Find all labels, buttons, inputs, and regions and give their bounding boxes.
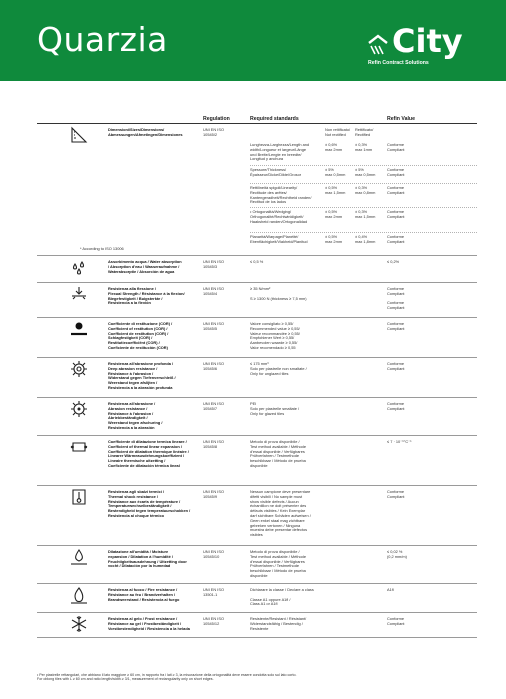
dimension-desc: Rectitude des arêtes/: [250, 189, 287, 195]
property-required: Valore consigliato ≥ 0,55/: [250, 321, 294, 326]
property-regulation: 13501-1: [203, 591, 218, 597]
property-regulation: UNI EN ISO: [203, 286, 224, 291]
property-regulation: UNI EN ISO: [203, 587, 224, 592]
row-divider-dotted: [250, 183, 477, 184]
property-label: Coefficiente di dilatazione termica lineare /: [108, 439, 187, 444]
property-refin: Conforme: [387, 300, 405, 306]
property-required: Resistente: [250, 625, 269, 631]
row-divider: [37, 255, 477, 256]
property-required: Solo per piastrelle non smaltate /: [250, 365, 307, 371]
property-regulation: 10545/9: [203, 493, 218, 499]
property-label: Coefficient de restitution (COR) /: [108, 330, 169, 336]
city-logo-mark-icon: [367, 34, 389, 56]
property-refin: Conforme: [387, 401, 405, 406]
property-refin: Conforme: [387, 321, 405, 326]
property-label: Thermal shock resistance /: [108, 493, 158, 499]
property-refin: Compliant: [387, 365, 405, 371]
property-required: Dichiarare la classe / Declare a class: [250, 587, 314, 592]
property-refin: Conforme: [387, 616, 405, 621]
dimension-refin: Compliant: [387, 189, 405, 195]
dimensions-label: Dimensioni/Sizes/Dimensions/: [108, 127, 165, 132]
property-required: Classe A1 oppure A1fl /: [250, 596, 291, 602]
col-header-required: Required standards: [250, 116, 299, 122]
deep-abrasion-gear-icon: [70, 360, 88, 378]
property-required: Resistente/Resistant / Résistant/: [250, 616, 307, 621]
footnote-line: For oblong tiles with L ≥ 60 cm and ratio length/width ≥ 3/1, measurement of rectangularity only on short edges.: [37, 677, 214, 682]
property-required: Widerstandsfähig / Bestendig /: [250, 620, 303, 626]
property-label: Bestendigheid tegen temperatuurschokken /: [108, 508, 191, 514]
property-regulation: UNI EN ISO: [203, 549, 224, 554]
property-label: Temperaturwechselbeständigkeit /: [108, 503, 172, 509]
property-refin: Compliant: [387, 493, 405, 499]
row-divider: [37, 545, 477, 546]
dimension-value-nonrectified: ± 0,5%: [325, 185, 338, 190]
property-required: difetti visibili / No sample must: [250, 493, 303, 499]
dimension-value-nonrectified: ± 0,6%: [325, 142, 338, 147]
property-required: S ≥ 1300 N (thickness ≥ 7,5 mm): [250, 295, 307, 301]
property-label: Biegefestigkeit / Buigsterkte /: [108, 295, 163, 301]
property-refin: Compliant: [387, 305, 405, 311]
footnote: [37, 673, 477, 682]
dimension-value-rectified: max 1,8mm: [355, 238, 376, 244]
dimensions-subrefin: Rettificato/: [355, 127, 374, 132]
header-banner: [0, 0, 506, 81]
property-refin: Compliant: [387, 325, 405, 331]
row-divider: [37, 397, 477, 398]
property-label: Vorstbestendigheid / Resistencia a la helada: [108, 625, 190, 631]
property-required: Only for unglazed tiles: [250, 370, 289, 376]
row-divider: [37, 583, 477, 584]
dimension-value-rectified: ± 0,3%: [355, 209, 368, 214]
property-regulation: 10545/5: [203, 325, 218, 331]
row-divider: [37, 317, 477, 318]
property-label: Lineaire thermische uitzetting /: [108, 458, 166, 464]
property-label: Resistenza alla flessione /: [108, 286, 157, 291]
dimension-refin: Conforme: [387, 185, 405, 190]
property-regulation: UNI EN ISO: [203, 259, 224, 264]
impact-ball-icon: [70, 320, 88, 338]
property-regulation: 10545/8: [203, 443, 218, 449]
row-divider-dotted: [250, 232, 477, 233]
property-refin: Compliant: [387, 290, 405, 296]
header-rule: [37, 123, 477, 124]
col-header-regulation: Regulation: [203, 116, 230, 122]
property-required: d'essai disponible / Verfügbares: [250, 558, 305, 564]
property-refin: Conforme: [387, 489, 405, 494]
property-regulation: 10545/6: [203, 365, 218, 371]
property-label: Linearer Wärmeausdehnungskoeffizient /: [108, 453, 185, 459]
dimensions-sublabel: Not rectified: [325, 131, 346, 137]
property-regulation: 10545/12: [203, 620, 220, 626]
property-refin: A1fl: [387, 587, 394, 592]
property-label: Résistance aux écarts de température /: [108, 498, 181, 504]
property-label: Résistance au gel / Frostbeständigkeit /: [108, 620, 182, 626]
property-label: Flexual Strength / Résistance à la flexion/: [108, 290, 185, 296]
logo-tagline: Refin Contract Solutions: [368, 60, 429, 66]
property-regulation: 10545/4: [203, 290, 218, 296]
row-divider: [37, 435, 477, 436]
logo-word: City: [392, 22, 463, 60]
property-label: Resistenza al gelo / Frost resistance /: [108, 616, 178, 621]
dimension-value-nonrectified: ± 0,5%: [325, 234, 338, 239]
dimensions-label: Abmessungen/Afmetingen/Dimensiones: [108, 131, 183, 137]
dimensions-regulation: 10545/2: [203, 131, 218, 137]
property-refin: Conforme: [387, 361, 405, 366]
property-refin: ≤ 7 · 10⁻⁶°C⁻¹: [387, 439, 412, 444]
property-required: muestra debe presentar defectos: [250, 527, 308, 533]
property-required: beschikbaar / Método de prueba: [250, 458, 306, 464]
dimension-refin: Compliant: [387, 238, 405, 244]
dimension-desc: Orthogonalité/Rechtwinkligkeit/: [250, 213, 304, 219]
dimension-value-rectified: ± 5%: [355, 167, 364, 172]
property-regulation: UNI EN ISO: [203, 439, 224, 444]
property-required: PEI: [250, 401, 257, 406]
dimension-refin: Compliant: [387, 171, 405, 177]
dimension-refin: Conforme: [387, 142, 405, 147]
property-required: Solo per piastrelle smaltate /: [250, 405, 300, 411]
row-divider: [37, 485, 477, 486]
property-required: Prüfverfahren / Testmethode: [250, 453, 300, 459]
property-regulation: UNI EN ISO: [203, 361, 224, 366]
dimension-desc: Kantengeradheit/Rechtheid randen/: [250, 194, 312, 200]
property-refin: ≤ 0,02 %: [387, 549, 403, 554]
water-drops-icon: [70, 258, 88, 276]
dimension-value-nonrectified: max 2mm: [325, 146, 343, 152]
property-required: Prüfverfahren / Testmethode: [250, 563, 300, 569]
col-header-refin: Refin Value: [387, 116, 415, 122]
dimension-desc: und Breite/Lengte en breedte/: [250, 151, 302, 157]
property-label: Assorbimento acqua / Water absorption: [108, 259, 182, 264]
property-label: Resistencia a la abrasión: [108, 425, 155, 430]
property-required: darf sichtbare Schäden aufweisen /: [250, 513, 311, 518]
flame-icon: [70, 586, 88, 604]
property-label: Resistenza all'abrasione /: [108, 401, 156, 406]
property-label: Coefficient of thermal linear expansion /: [108, 443, 182, 449]
property-required: Only for glazed tiles: [250, 410, 285, 416]
property-required: échantillon ne doit présenter des: [250, 503, 307, 509]
dimensions-regulation: UNI EN ISO: [203, 127, 224, 132]
dimension-desc: Rettilineità spigoli/Linearity/: [250, 185, 298, 190]
dimension-value-rectified: max 0,5mm: [355, 171, 376, 177]
property-label: Deep abrasion resistance /: [108, 365, 158, 371]
property-required: gebreken vertonen / Ninguna: [250, 522, 301, 528]
dimension-desc: Lunghezza-Larghezza/Length and: [250, 142, 310, 147]
ruler-triangle-icon: [70, 126, 88, 144]
property-required: Nessun campione deve presentare: [250, 489, 311, 494]
property-label: Coeficiente de dilatación térmica lineal: [108, 463, 180, 468]
moisture-drop-icon: [70, 548, 88, 566]
property-required: Recommended value ≥ 0,55/: [250, 325, 300, 331]
snowflake-icon: [70, 615, 88, 633]
dimension-value-rectified: max 1,5mm: [355, 213, 376, 219]
dimension-refin: Conforme: [387, 234, 405, 239]
property-label: Resistencia a la abrasión profunda: [108, 385, 173, 390]
dimension-value-rectified: ± 0,3%: [355, 142, 368, 147]
property-required: Aanbevolen waarde ≥ 0,55/: [250, 340, 298, 346]
property-required: disponible: [250, 463, 268, 468]
property-label: / Absorption d'eau / Wasseraufnahme /: [108, 263, 180, 269]
property-label: Coefficient de dilatation thermique linéaire /: [108, 448, 189, 454]
dimension-value-rectified: ± 0,4%: [355, 234, 368, 239]
property-required: Metodo di prova disponibile /: [250, 549, 300, 554]
abrasion-gear-icon: [70, 400, 88, 418]
property-required: Metodo di prova disponibile /: [250, 439, 300, 444]
property-label: Abrasion resistance /: [108, 405, 148, 411]
property-label: expansion / Dilatation à l'humidité /: [108, 553, 173, 559]
property-label: Weerstand tegen afslijten /: [108, 380, 158, 386]
property-label: Résistance à l'abrasion /: [108, 370, 154, 376]
dimension-refin: Conforme: [387, 167, 405, 172]
property-label: Resistenza all'abrasione profonda /: [108, 361, 174, 366]
row-divider: [37, 637, 477, 638]
property-label: vocht / Dilatación por la humedad: [108, 563, 171, 569]
dimension-value-rectified: ± 0,3%: [355, 185, 368, 190]
property-label: Resistenza al fuoco / Fire resistance /: [108, 587, 178, 592]
row-divider: [37, 282, 477, 283]
brand-title: Quarzia: [37, 20, 168, 59]
thermal-expansion-icon: [70, 438, 88, 456]
property-label: Coefficiente di restituzione (COR) /: [108, 321, 173, 326]
dimensions-subrefin: Rectified: [355, 131, 371, 137]
city-logo: [367, 22, 477, 72]
dimensions-note: * According to ISO 13006: [80, 246, 124, 251]
property-label: Coefficient of restitution (COR) /: [108, 325, 168, 331]
property-required: Test method available / Méthode: [250, 553, 307, 559]
property-label: Waterabsorptie / Absorción de agua: [108, 268, 175, 274]
property-regulation: UNI EN ISO: [203, 616, 224, 621]
dimension-refin: Conforme: [387, 209, 405, 214]
row-divider-dotted: [250, 207, 477, 208]
dimension-refin: Compliant: [387, 213, 405, 219]
property-required: show visible defects / Aucun: [250, 498, 299, 504]
property-required: Geen enkel staal mag zichtbare: [250, 517, 305, 523]
property-label: Widerstand gegen Tiefenverschleiß /: [108, 375, 176, 381]
footnote-line: • Per piastrelle rettangolari, che abbiano il lato maggiore ≥ 60 cm, in rapporto fra i lati ≥ 3, la misurazione della ortogonalità deve essere condotta solo sul lato corto.: [37, 673, 297, 677]
row-divider: [37, 357, 477, 358]
property-required: Valor recomendado ≥ 0,55: [250, 345, 296, 350]
property-regulation: 10545/3: [203, 263, 218, 269]
property-label: Resistenza agli sbalzi termici /: [108, 489, 165, 494]
row-divider-dotted: [250, 165, 477, 166]
property-refin: ≤ 0,2%: [387, 259, 400, 264]
property-required: Test method available / Méthode: [250, 443, 307, 449]
dimension-desc: Rectitud de los lados: [250, 199, 287, 205]
property-label: Resistencia al choque térmico: [108, 513, 165, 518]
property-required: Empfohlener Wert ≥ 0,55/: [250, 335, 295, 341]
dimension-desc: Spessore/Thickness/: [250, 167, 287, 172]
property-regulation: UNI EN ISO: [203, 321, 224, 326]
dimensions-sublabel: Non rettificato/: [325, 127, 351, 132]
dimension-value-nonrectified: ± 5%: [325, 167, 334, 172]
flexion-arrow-icon: [70, 285, 88, 303]
dimension-desc: Ebenflächigkeit/Vlakheid/Planitud: [250, 238, 308, 244]
property-regulation: UNI EN ISO: [203, 401, 224, 406]
dimension-value-nonrectified: max 2mm: [325, 238, 343, 244]
property-label: Résistance à l'abrasion /: [108, 410, 154, 416]
property-refin: Compliant: [387, 620, 405, 626]
property-refin: Conforme: [387, 286, 405, 291]
property-label: Coeficiente de restitución (COR): [108, 345, 168, 350]
property-regulation: UNI EN ISO: [203, 489, 224, 494]
property-required: Valeur recommandée ≥ 0,55/: [250, 330, 300, 336]
dimension-desc: Haaksheid randen/Ortogonalidad: [250, 218, 308, 224]
property-required: disponible: [250, 573, 268, 578]
dimension-value-nonrectified: max 1,5mm: [325, 189, 346, 195]
property-label: Restitutiecoefficiënt (COR) /: [108, 340, 160, 346]
property-label: Weerstand tegen afschuring /: [108, 420, 163, 426]
property-required: ≤ 175 mm³: [250, 361, 269, 366]
dimension-desc: Planarità/Warpage/Planéité/: [250, 234, 299, 239]
property-label: Brandweerstand / Resistencia al fuego: [108, 596, 180, 602]
property-label: Feuchtigkeitsausdehnung / Uitzetting door: [108, 558, 187, 564]
property-label: Résistance au feu / Brandverhalten /: [108, 591, 176, 597]
property-required: d'essai disponible / Verfügbares: [250, 448, 305, 454]
property-label: Dilatazione all'umidità / Moisture: [108, 549, 169, 554]
property-required: défauts visibles / Kein Exemplar: [250, 508, 306, 514]
dimension-value-rectified: max 1mm: [355, 146, 373, 152]
dimension-desc: width/Longueur et largeur/Länge: [250, 146, 307, 152]
property-refin: Compliant: [387, 405, 405, 411]
dimension-refin: Compliant: [387, 146, 405, 152]
property-label: Schlagfestigkeit (COR) /: [108, 335, 153, 341]
row-divider: [37, 612, 477, 613]
property-required: visibles: [250, 532, 263, 538]
property-required: ≤ 0,5 %: [250, 259, 264, 264]
property-regulation: 10545/10: [203, 553, 220, 559]
property-required: Class A1 or A1fl: [250, 601, 278, 607]
dimension-value-nonrectified: ± 0,5%: [325, 209, 338, 214]
property-refin: (0,2 mm/m): [387, 553, 407, 559]
thermometer-icon: [70, 488, 88, 506]
dimension-value-rectified: max 0,8mm: [355, 189, 376, 195]
property-regulation: 10545/7: [203, 405, 218, 411]
dimension-desc: • Ortogonalità/Wedging/: [250, 209, 292, 214]
dimension-desc: Épaisseur/Dicke/Dikte/Grosor: [250, 171, 302, 177]
property-label: Resistencia a la flexión: [108, 300, 151, 306]
property-required: ≥ 35 N/mm²: [250, 286, 271, 291]
property-required: beschikbaar / Método de prueba: [250, 568, 306, 574]
dimension-value-nonrectified: max 2mm: [325, 213, 343, 219]
dimension-desc: Longitud y anchura: [250, 156, 284, 162]
property-label: Abriebbeständigkeit /: [108, 415, 148, 421]
dimension-value-nonrectified: max 0,5mm: [325, 171, 346, 177]
